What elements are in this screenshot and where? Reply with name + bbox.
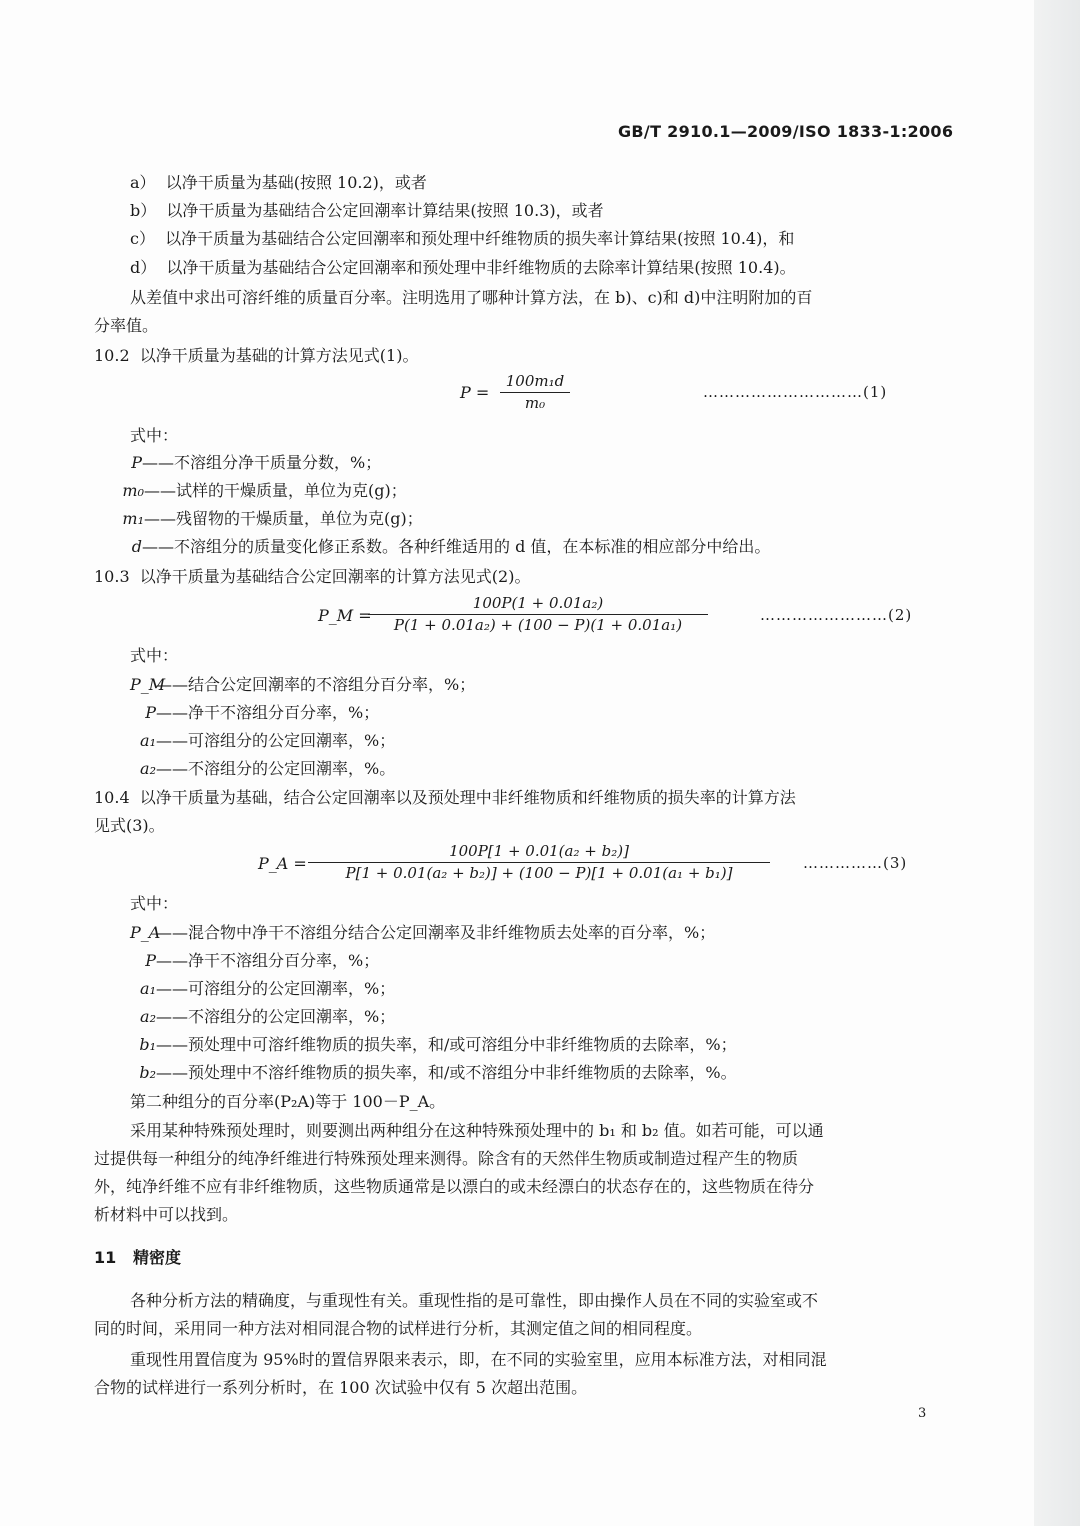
- variable-def: P——不溶组分净干质量分数，%；: [131, 453, 382, 472]
- eq3-numerator: 100P[1 + 0.01(a₂ + b₂)]: [449, 842, 629, 860]
- paragraph-line: 见式(3)。: [94, 816, 165, 835]
- variable-def: P——净干不溶组分百分率，%；: [145, 703, 380, 722]
- paragraph-line: 重现性用置信度为 95%时的置信界限来表示，即，在不同的实验室里，应用本标准方法，对相同混: [130, 1350, 827, 1369]
- eq3-fraction: [308, 844, 770, 881]
- list-item: b） 以净干质量为基础结合公定回潮率计算结果(按照 10.3)，或者: [130, 201, 604, 220]
- variable-def: m₁——残留物的干燥质量，单位为克(g)；: [122, 509, 423, 528]
- variable-def: b₂——预处理中不溶纤维物质的损失率，和/或不溶组分中非纤维物质的去除率，%。: [139, 1063, 737, 1082]
- paragraph-line: 从差值中求出可溶纤维的质量百分率。注明选用了哪种计算方法，在 b)、c)和 d)中注明附加的百: [130, 288, 813, 307]
- variable-def: a₁——可溶组分的公定回潮率，%；: [140, 979, 396, 998]
- list-item: d） 以净干质量为基础结合公定回潮率和预处理中非纤维物质的去除率计算结果(按照 10.4)。: [130, 258, 796, 277]
- variable-def: P——净干不溶组分百分率，%；: [145, 951, 380, 970]
- variable-def: d——不溶组分的质量变化修正系数。各种纤维适用的 d 值，在本标准的相应部分中给出。: [131, 537, 771, 556]
- second-component-line: 第二种组分的百分率(P₂A)等于 100－P_A。: [130, 1092, 446, 1111]
- eq1-lhs: P =: [460, 383, 490, 402]
- list-item: c） 以净干质量为基础结合公定回潮率和预处理中纤维物质的损失率计算结果(按照 10.4)，和: [130, 229, 795, 248]
- where-label: 式中：: [130, 646, 179, 665]
- eq1-denominator: m₀: [524, 394, 546, 412]
- where-label: 式中：: [130, 426, 179, 445]
- variable-def: P_M——结合公定回潮率的不溶组分百分率，%；: [130, 675, 476, 694]
- eq2-fraction: [368, 596, 708, 633]
- paragraph-line: 外，纯净纤维不应有非纤维物质，这些物质通常是以漂白的或未经漂白的状态存在的，这些物质在待分: [94, 1177, 815, 1196]
- eq1-fraction: [500, 374, 570, 411]
- eq1-numerator: 100m₁d: [505, 372, 565, 390]
- paragraph-line: 各种分析方法的精确度，与重现性有关。重现性指的是可靠性，即由操作人员在不同的实验室或不: [130, 1291, 819, 1310]
- eq2-denominator: P(1 + 0.01a₂) + (100 − P)(1 + 0.01a₁): [393, 616, 683, 634]
- paragraph-line: 采用某种特殊预处理时，则要测出两种组分在这种特殊预处理中的 b₁ 和 b₂ 值。如若可能，可以通: [130, 1121, 824, 1140]
- section-10-3: 10.3 以净干质量为基础结合公定回潮率的计算方法见式(2)。: [94, 567, 531, 586]
- standard-header: GB/T 2910.1—2009/ISO 1833-1:2006: [618, 122, 954, 141]
- variable-def: a₁——可溶组分的公定回潮率，%；: [140, 731, 396, 750]
- section-11-heading: 11 精密度: [94, 1248, 181, 1267]
- paragraph-line: 过提供每一种组分的纯净纤维进行特殊预处理来测得。除含有的天然伴生物质或制造过程产生的物质: [94, 1149, 799, 1168]
- paragraph-line: 合物的试样进行一系列分析时，在 100 次试验中仅有 5 次超出范围。: [94, 1378, 588, 1397]
- list-item: a） 以净干质量为基础(按照 10.2)，或者: [130, 173, 427, 192]
- variable-def: a₂——不溶组分的公定回潮率，%。: [140, 759, 396, 778]
- variable-def: P_A——混合物中净干不溶组分结合公定回潮率及非纤维物质去处率的百分率，%；: [130, 923, 716, 942]
- eq2-number: ……………………(2): [760, 606, 913, 624]
- section-10-4: 10.4 以净干质量为基础，结合公定回潮率以及预处理中非纤维物质和纤维物质的损失率的计算方法: [94, 788, 796, 807]
- eq3-lhs: P_A =: [258, 854, 307, 873]
- where-label: 式中：: [130, 894, 179, 913]
- paragraph-line: 析材料中可以找到。: [94, 1205, 239, 1224]
- paragraph-line: 分率值。: [94, 316, 159, 335]
- variable-def: b₁——预处理中可溶纤维物质的损失率，和/或可溶组分中非纤维物质的去除率，%；: [139, 1035, 737, 1054]
- eq3-denominator: P[1 + 0.01(a₂ + b₂)] + (100 − P)[1 + 0.01(a₁ + b₁)]: [345, 864, 733, 882]
- page-edge: [1034, 0, 1080, 1526]
- variable-def: a₂——不溶组分的公定回潮率，%；: [140, 1007, 396, 1026]
- eq2-lhs: P_M =: [318, 606, 372, 625]
- page-number: 3: [918, 1406, 927, 1421]
- paragraph-line: 同的时间，采用同一种方法对相同混合物的试样进行分析，其测定值之间的相同程度。: [94, 1319, 703, 1338]
- eq3-number: ……………(3): [803, 854, 908, 872]
- eq2-numerator: 100P(1 + 0.01a₂): [472, 594, 604, 612]
- eq1-number: …………………………(1): [703, 383, 888, 401]
- variable-def: m₀——试样的干燥质量，单位为克(g)；: [122, 481, 407, 500]
- section-10-2: 10.2 以净干质量为基础的计算方法见式(1)。: [94, 346, 419, 365]
